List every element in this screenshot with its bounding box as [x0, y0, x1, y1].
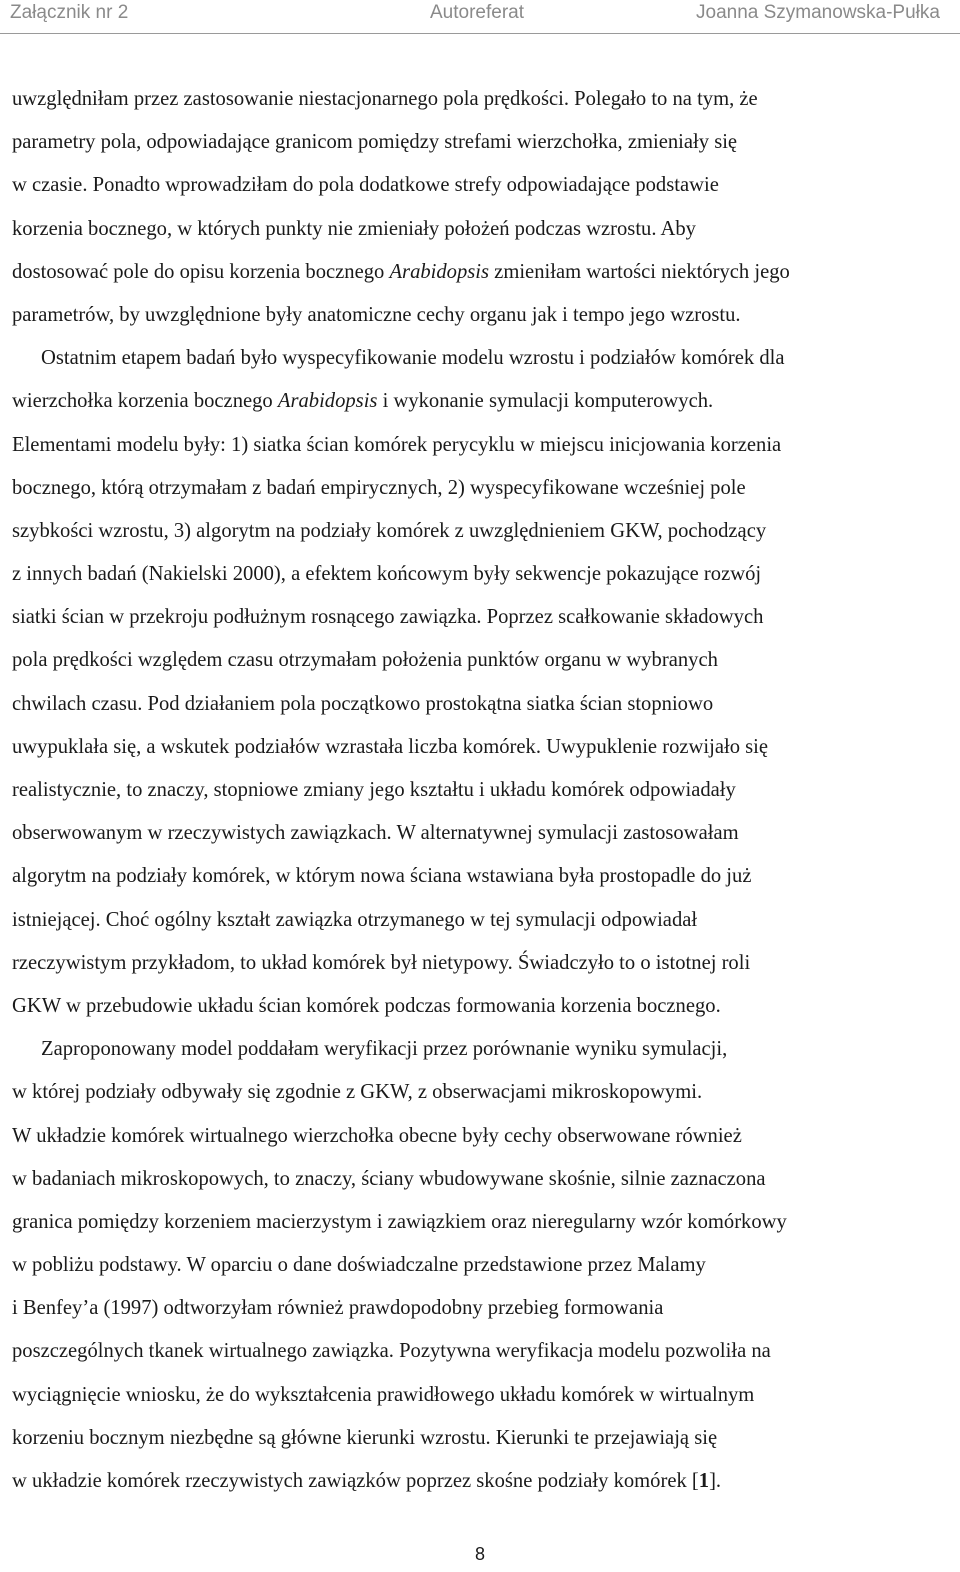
- header-left: Załącznik nr 2: [10, 2, 129, 23]
- text-line: [12, 380, 956, 423]
- text-line: z innych badań (Nakielski 2000), a efektem końcowym były sekwencje pokazujące rozwój: [12, 563, 762, 586]
- species-name: Arabidopsis: [389, 260, 490, 283]
- text-line: rzeczywistym przykładom, to układ komórek był nietypowy. Świadczyło to o istotnej roli: [12, 951, 751, 974]
- text-span: i wykonanie symulacji komputerowych.: [377, 390, 714, 413]
- citation-number: 1: [698, 1470, 710, 1492]
- text-line: korzeniu bocznym niezbędne są główne kierunki wzrostu. Kierunki te przejawiają się: [12, 1426, 718, 1449]
- text-line: istniejącej. Choć ogólny kształt zawiązka otrzymanego w tej symulacji odpowiadał: [12, 908, 698, 931]
- text-span: zmieniłam wartości niektórych jego: [489, 260, 790, 283]
- text-line: algorytm na podziały komórek, w którym nowa ściana wstawiana była prostopadle do już: [12, 865, 752, 888]
- paragraph-start-line: Ostatnim etapem badań było wyspecyfikowanie modelu wzrostu i podziałów komórek dla: [41, 347, 785, 370]
- text-line: uwzględniłam przez zastosowanie niestacjonarnego pola prędkości. Polegało to na tym, że: [12, 88, 758, 110]
- text-span: ].: [709, 1470, 722, 1492]
- header-divider: [0, 33, 960, 34]
- paragraph-start-line: Zaproponowany model poddałam weryfikacji przez porównanie wyniku symulacji,: [41, 1038, 728, 1061]
- page-header: [0, 0, 960, 34]
- text-line: wyciągnięcie wniosku, że do wykształcenia prawidłowego układu komórek w wirtualnym: [12, 1383, 755, 1406]
- text-line: Elementami modelu były: 1) siatka ścian komórek perycyklu w miejscu inicjowania korzenia: [12, 433, 782, 456]
- text-line: uwypuklała się, a wskutek podziałów wzrastała liczba komórek. Uwypuklenie rozwijało się: [12, 735, 769, 758]
- text-line: i Benfey’a (1997) odtworzyłam również prawdopodobny przebieg formowania: [12, 1297, 664, 1320]
- text-line: siatki ścian w przekroju podłużnym rosnącego zawiązka. Poprzez scałkowanie składowych: [12, 606, 764, 629]
- text-line: obserwowanym w rzeczywistych zawiązkach. W alternatywnej symulacji zastosowałam: [12, 822, 739, 845]
- text-line: w badaniach mikroskopowych, to znaczy, ściany wbudowywane skośnie, silnie zaznaczona: [12, 1167, 766, 1190]
- header-right: Joanna Szymanowska-Pułka: [696, 2, 940, 23]
- species-name: Arabidopsis: [277, 390, 378, 413]
- text-line: parametry pola, odpowiadające granicom pomiędzy strefami wierzchołka, zmieniały się: [12, 131, 738, 154]
- text-line: realistycznie, to znaczy, stopniowe zmiany jego kształtu i układu komórek odpowiadały: [12, 779, 736, 801]
- text-span: w układzie komórek rzeczywistych zawiązków poprzez skośne podziały komórek [: [12, 1470, 699, 1492]
- page-number: 8: [474, 1544, 485, 1564]
- text-line: GKW w przebudowie układu ścian komórek podczas formowania korzenia bocznego.: [12, 994, 721, 1017]
- text-line: poszczególnych tkanek wirtualnego zawiązka. Pozytywna weryfikacja modelu pozwoliła na: [12, 1340, 771, 1363]
- text-span: wierzchołka korzenia bocznego: [12, 390, 278, 413]
- text-line: szybkości wzrostu, 3) algorytm na podziały komórek z uwzględnieniem GKW, pochodzący: [12, 519, 767, 542]
- text-line: W układzie komórek wirtualnego wierzchołka obecne były cechy obserwowane również: [12, 1124, 742, 1147]
- text-line: korzenia bocznego, w których punkty nie zmieniały położeń podczas wzrostu. Aby: [12, 217, 696, 240]
- text-line: w pobliżu podstawy. W oparciu o dane doświadczalne przedstawione przez Malamy: [12, 1254, 706, 1277]
- text-line: pola prędkości względem czasu otrzymałam położenia punktów organu w wybranych: [12, 649, 718, 672]
- body-text: [12, 78, 956, 1503]
- text-line: bocznego, którą otrzymałam z badań empirycznych, 2) wyspecyfikowane wcześniej pole: [12, 476, 746, 499]
- text-line: parametrów, by uwzględnione były anatomiczne cechy organu jak i tempo jego wzrostu.: [12, 303, 741, 326]
- text-line: chwilach czasu. Pod działaniem pola początkowo prostokątna siatka ścian stopniowo: [12, 692, 714, 715]
- text-line: [12, 1460, 956, 1503]
- text-line: [12, 251, 956, 294]
- text-line: w czasie. Ponadto wprowadziłam do pola dodatkowe strefy odpowiadające podstawie: [12, 174, 719, 197]
- text-line: w której podziały odbywały się zgodnie z GKW, z obserwacjami mikroskopowymi.: [12, 1081, 703, 1104]
- text-span: dostosować pole do opisu korzenia bocznego: [12, 260, 390, 283]
- header-center: Autoreferat: [430, 2, 524, 23]
- text-line: granica pomiędzy korzeniem macierzystym i zawiązkiem oraz nieregularny wzór komórkowy: [12, 1210, 787, 1233]
